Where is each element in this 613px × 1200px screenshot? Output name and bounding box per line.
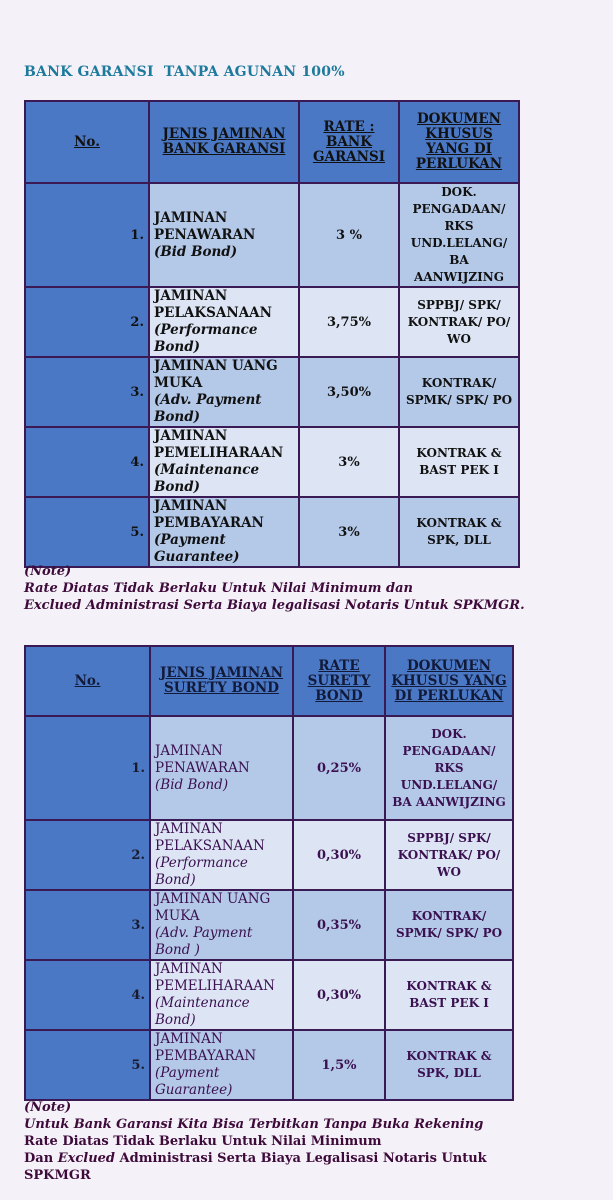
guarantee-type-english: (Bid Bond)	[154, 243, 238, 260]
required-documents: SPPBJ/ SPK/ KONTRAK/ PO/ WO	[385, 820, 513, 890]
bank-table-note	[24, 563, 525, 614]
table-row	[25, 820, 513, 890]
page-title: BANK GARANSI TANPA AGUNAN 100%	[24, 64, 345, 80]
rate-value: 0,35%	[293, 890, 385, 960]
surety-bond-table	[24, 645, 514, 1101]
guarantee-type-english: (Performance Bond)	[155, 855, 248, 888]
header-no: No.	[25, 101, 149, 183]
guarantee-type	[149, 497, 299, 567]
required-documents: KONTRAK/ SPMK/ SPK/ PO	[399, 357, 519, 427]
rate-value: 3,75%	[299, 287, 399, 357]
guarantee-type	[150, 716, 293, 820]
guarantee-type	[149, 287, 299, 357]
note-line-rest: Administrasi Serta Biaya Legalisasi Notaris Untuk	[115, 1151, 487, 1166]
rate-value: 3,50%	[299, 357, 399, 427]
note-line-italic: Exclued	[57, 1151, 116, 1166]
table-row	[25, 183, 519, 287]
rate-value: 1,5%	[293, 1030, 385, 1100]
note-label: (Note)	[24, 564, 72, 579]
required-documents: KONTRAK & BAST PEK I	[399, 427, 519, 497]
guarantee-type	[150, 890, 293, 960]
header-rate: RATE SURETY BOND	[293, 646, 385, 716]
header-no: No.	[25, 646, 150, 716]
table-row	[25, 716, 513, 820]
guarantee-type	[149, 357, 299, 427]
required-documents: KONTRAK/ SPMK/ SPK/ PO	[385, 890, 513, 960]
row-number: 3.	[25, 357, 149, 427]
table-row	[25, 357, 519, 427]
note-line: Exclued Administrasi Serta Biaya legalisasi Notaris Untuk SPKMGR.	[24, 598, 525, 613]
row-number: 1.	[25, 183, 149, 287]
guarantee-type-name: JAMINAN PEMELIHARAAN	[155, 961, 275, 994]
table-row	[25, 497, 519, 567]
table-row	[25, 287, 519, 357]
rate-value: 3%	[299, 427, 399, 497]
guarantee-type-english: (Performance Bond)	[154, 322, 258, 355]
guarantee-type-name: JAMINAN PELAKSANAAN	[155, 821, 265, 854]
rate-value: 3%	[299, 497, 399, 567]
row-number: 4.	[25, 427, 149, 497]
note-line	[24, 1150, 487, 1167]
guarantee-type-name: JAMINAN PEMBAYARAN	[154, 498, 264, 531]
surety-table-note	[24, 1099, 487, 1184]
note-line-prefix: Dan	[24, 1151, 58, 1166]
row-number: 3.	[25, 890, 150, 960]
guarantee-type-name: JAMINAN UANG MUKA	[154, 358, 278, 391]
guarantee-type	[150, 1030, 293, 1100]
row-number: 5.	[25, 1030, 150, 1100]
row-number: 2.	[25, 820, 150, 890]
bank-guarantee-table	[24, 100, 520, 568]
guarantee-type-name: JAMINAN PELAKSANAAN	[154, 288, 272, 321]
rate-value: 0,30%	[293, 820, 385, 890]
table-header-row	[25, 101, 519, 183]
guarantee-type-english: (Adv. Payment Bond)	[154, 392, 262, 425]
header-dokumen: DOKUMEN KHUSUS YANG DI PERLUKAN	[385, 646, 513, 716]
header-rate: RATE : BANK GARANSI	[299, 101, 399, 183]
guarantee-type	[149, 427, 299, 497]
note-label: (Note)	[24, 1100, 72, 1115]
guarantee-type-name: JAMINAN UANG MUKA	[155, 891, 271, 924]
required-documents: KONTRAK & BAST PEK I	[385, 960, 513, 1030]
table-header-row	[25, 646, 513, 716]
guarantee-type-english: (Bid Bond)	[155, 776, 229, 793]
guarantee-type-name: JAMINAN PEMBAYARAN	[155, 1031, 257, 1064]
row-number: 5.	[25, 497, 149, 567]
guarantee-type	[150, 960, 293, 1030]
note-line: Rate Diatas Tidak Berlaku Untuk Nilai Minimum dan	[24, 581, 413, 596]
header-dokumen: DOKUMEN KHUSUS YANG DI PERLUKAN	[399, 101, 519, 183]
note-line: Untuk Bank Garansi Kita Bisa Terbitkan Tanpa Buka Rekening	[24, 1117, 484, 1132]
header-jenis: JENIS JAMINAN BANK GARANSI	[149, 101, 299, 183]
row-number: 2.	[25, 287, 149, 357]
rate-value: 0,30%	[293, 960, 385, 1030]
table-row	[25, 890, 513, 960]
rate-value: 0,25%	[293, 716, 385, 820]
required-documents: SPPBJ/ SPK/ KONTRAK/ PO/ WO	[399, 287, 519, 357]
guarantee-type	[149, 183, 299, 287]
table-row	[25, 427, 519, 497]
row-number: 1.	[25, 716, 150, 820]
guarantee-type-name: JAMINAN PENAWARAN	[155, 742, 250, 776]
guarantee-type-english: (Payment Guarantee)	[154, 532, 240, 565]
guarantee-type-name: JAMINAN PEMELIHARAAN	[154, 428, 284, 461]
row-number: 4.	[25, 960, 150, 1030]
required-documents: DOK. PENGADAAN/ RKS UND.LELANG/ BA AANWIJZING	[385, 716, 513, 820]
guarantee-type	[150, 820, 293, 890]
required-documents: DOK. PENGADAAN/ RKS UND.LELANG/ BA AANWIJZING	[399, 183, 519, 287]
note-line: Rate Diatas Tidak Berlaku Untuk Nilai Minimum	[24, 1134, 382, 1149]
note-line: SPKMGR	[24, 1168, 91, 1183]
guarantee-type-english: (Maintenance Bond)	[155, 995, 250, 1028]
guarantee-type-name: JAMINAN PENAWARAN	[154, 209, 256, 243]
table-row	[25, 1030, 513, 1100]
guarantee-type-english: (Payment Guarantee)	[155, 1065, 233, 1098]
guarantee-type-english: (Maintenance Bond)	[154, 462, 260, 495]
table-row	[25, 960, 513, 1030]
required-documents: KONTRAK & SPK, DLL	[385, 1030, 513, 1100]
required-documents: KONTRAK & SPK, DLL	[399, 497, 519, 567]
guarantee-type-english: (Adv. Payment Bond )	[155, 925, 253, 958]
rate-value: 3 %	[299, 183, 399, 287]
header-jenis: JENIS JAMINAN SURETY BOND	[150, 646, 293, 716]
